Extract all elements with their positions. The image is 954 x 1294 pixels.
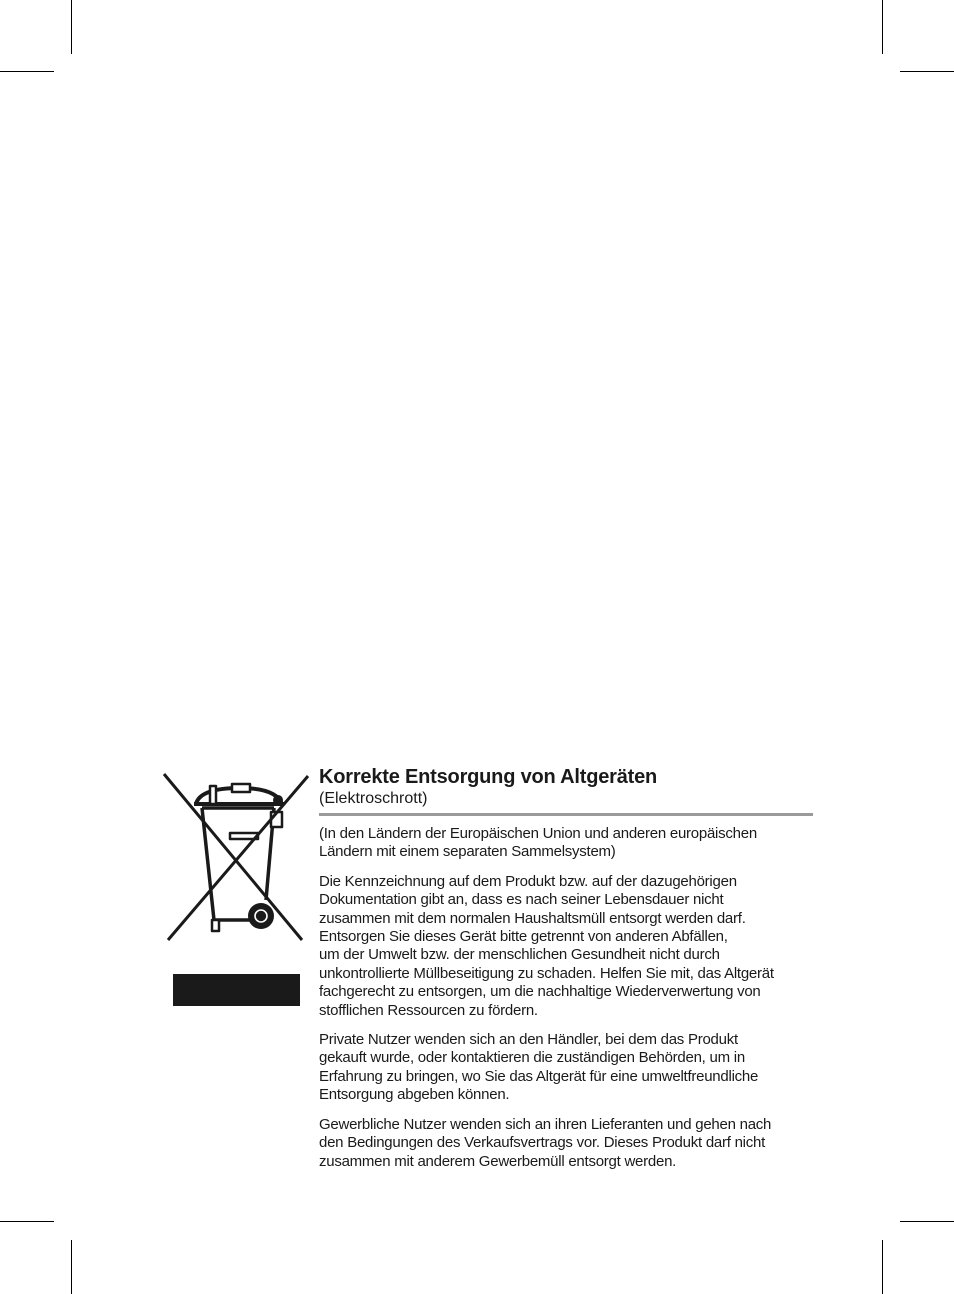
page-subtitle: (Elektroschrott) [319,790,428,807]
page-title: Korrekte Entsorgung von Altgeräten [319,766,658,788]
crop-mark-top-left-h [0,71,54,72]
crossed-out-wheelie-bin-icon [160,772,310,944]
paragraph-marking: Die Kennzeichnung auf dem Produkt bzw. auf der dazugehörigen Dokumentation gibt an, dass es nach seiner Lebensdauer nicht zusammen mit dem normalen Haushaltsmüll entsorgt werden darf. Entsorgen Sie dieses Gerät bitte getrennt von anderen Abfällen, um der Umwelt bzw. der menschlichen Gesundheit nicht durch unkontrollierte Müllbeseitigung zu schaden. Helfen Sie mit, das Altgerät fachgerecht zu entsorgen, um die nachhaltige Wiederverwertung von stofflichen Ressourcen zu fördern. [319,872,774,1019]
paragraph-private-users: Private Nutzer wenden sich an den Händler, bei dem das Produkt gekauft wurde, oder kontaktieren die zuständigen Behörden, um in Erfahrung zu bringen, wo Sie das Altgerät für eine umweltfreundliche Entsorgung abgeben können. [319,1031,759,1104]
disposal-notice [319,766,813,1182]
paragraph-business-users: Gewerbliche Nutzer wenden sich an ihren Lieferanten und gehen nach den Bedingungen des Verkaufsvertrags vor. Dieses Produkt darf nicht zusammen mit anderem Gewerbemüll entsorgt werden. [319,1115,772,1170]
crop-mark-bottom-left-h [0,1221,54,1222]
paragraph-scope: (In den Ländern der Europäischen Union und anderen europäischen Ländern mit einem separaten Sammelsystem) [319,825,757,861]
crop-mark-top-right-v [882,0,883,54]
crop-mark-bottom-right-h [900,1221,954,1222]
crop-mark-bottom-left-v [71,1240,72,1294]
crop-mark-top-left-v [71,0,72,54]
crop-mark-bottom-right-v [882,1240,883,1294]
black-bar [173,974,300,1006]
title-rule [319,813,813,816]
crop-mark-top-right-h [900,71,954,72]
